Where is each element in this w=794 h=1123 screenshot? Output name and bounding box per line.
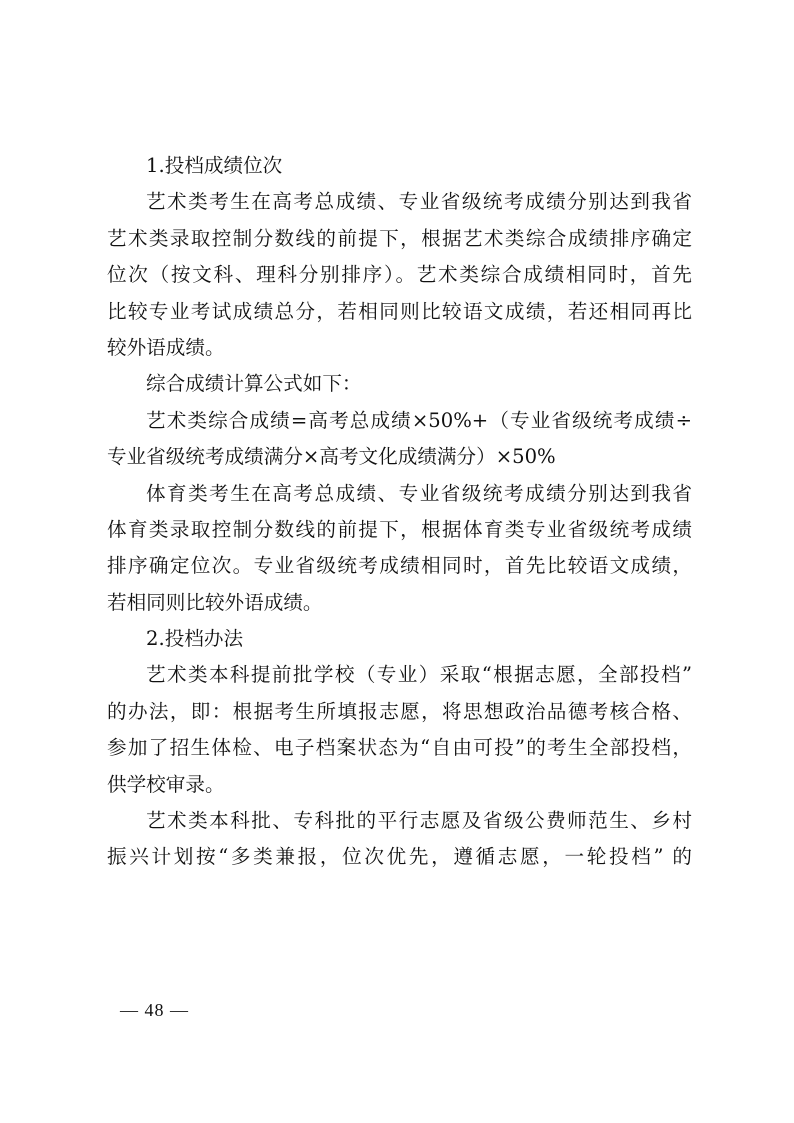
paragraph-line: 综合成绩计算公式如下： (146, 372, 362, 396)
paragraph-line: 振兴计划按“多类兼报，位次优先，遵循志愿，一轮投档” 的 (107, 845, 692, 869)
paragraph-line: 艺术类本科批、专科批的平行志愿及省级公费师范生、乡村 (146, 809, 692, 833)
paragraph-line: 艺术类考生在高考总成绩、专业省级统考成绩分别达到我省 (146, 190, 692, 214)
formula-line: 专业省级统考成绩满分×高考文化成绩满分）×50% (107, 445, 556, 469)
paragraph-line: 比较专业考试成绩总分，若相同则比较语文成绩，若还相同再比 (107, 299, 692, 323)
paragraph-line: 较外语成绩。 (107, 335, 225, 359)
paragraph-line: 若相同则比较外语成绩。 (107, 590, 323, 614)
paragraph-line: 体育类录取控制分数线的前提下，根据体育类专业省级统考成绩 (107, 517, 692, 541)
formula-line: 艺术类综合成绩=高考总成绩×50%+（专业省级统考成绩÷ (146, 408, 692, 432)
paragraph-line: 艺术类本科提前批学校（专业）采取“根据志愿，全部投档” (146, 663, 692, 687)
section-heading: 2.投档办法 (146, 627, 244, 651)
document-body (107, 148, 692, 876)
paragraph-line: 供学校审录。 (107, 772, 225, 796)
paragraph-line: 排序确定位次。专业省级统考成绩相同时，首先比较语文成绩， (107, 554, 692, 578)
paragraph-line: 参加了招生体检、电子档案状态为“自由可投”的考生全部投档， (107, 736, 692, 760)
paragraph-line: 的办法，即：根据考生所填报志愿，将思想政治品德考核合格、 (107, 699, 692, 723)
section-heading: 1.投档成绩位次 (146, 154, 283, 177)
page-number: — 48 — (120, 1000, 189, 1020)
paragraph-line: 体育类考生在高考总成绩、专业省级统考成绩分别达到我省 (146, 481, 692, 505)
paragraph-line: 艺术类录取控制分数线的前提下，根据艺术类综合成绩排序确定 (107, 226, 692, 250)
paragraph-line: 位次（按文科、理科分别排序）。艺术类综合成绩相同时，首先 (107, 263, 692, 287)
